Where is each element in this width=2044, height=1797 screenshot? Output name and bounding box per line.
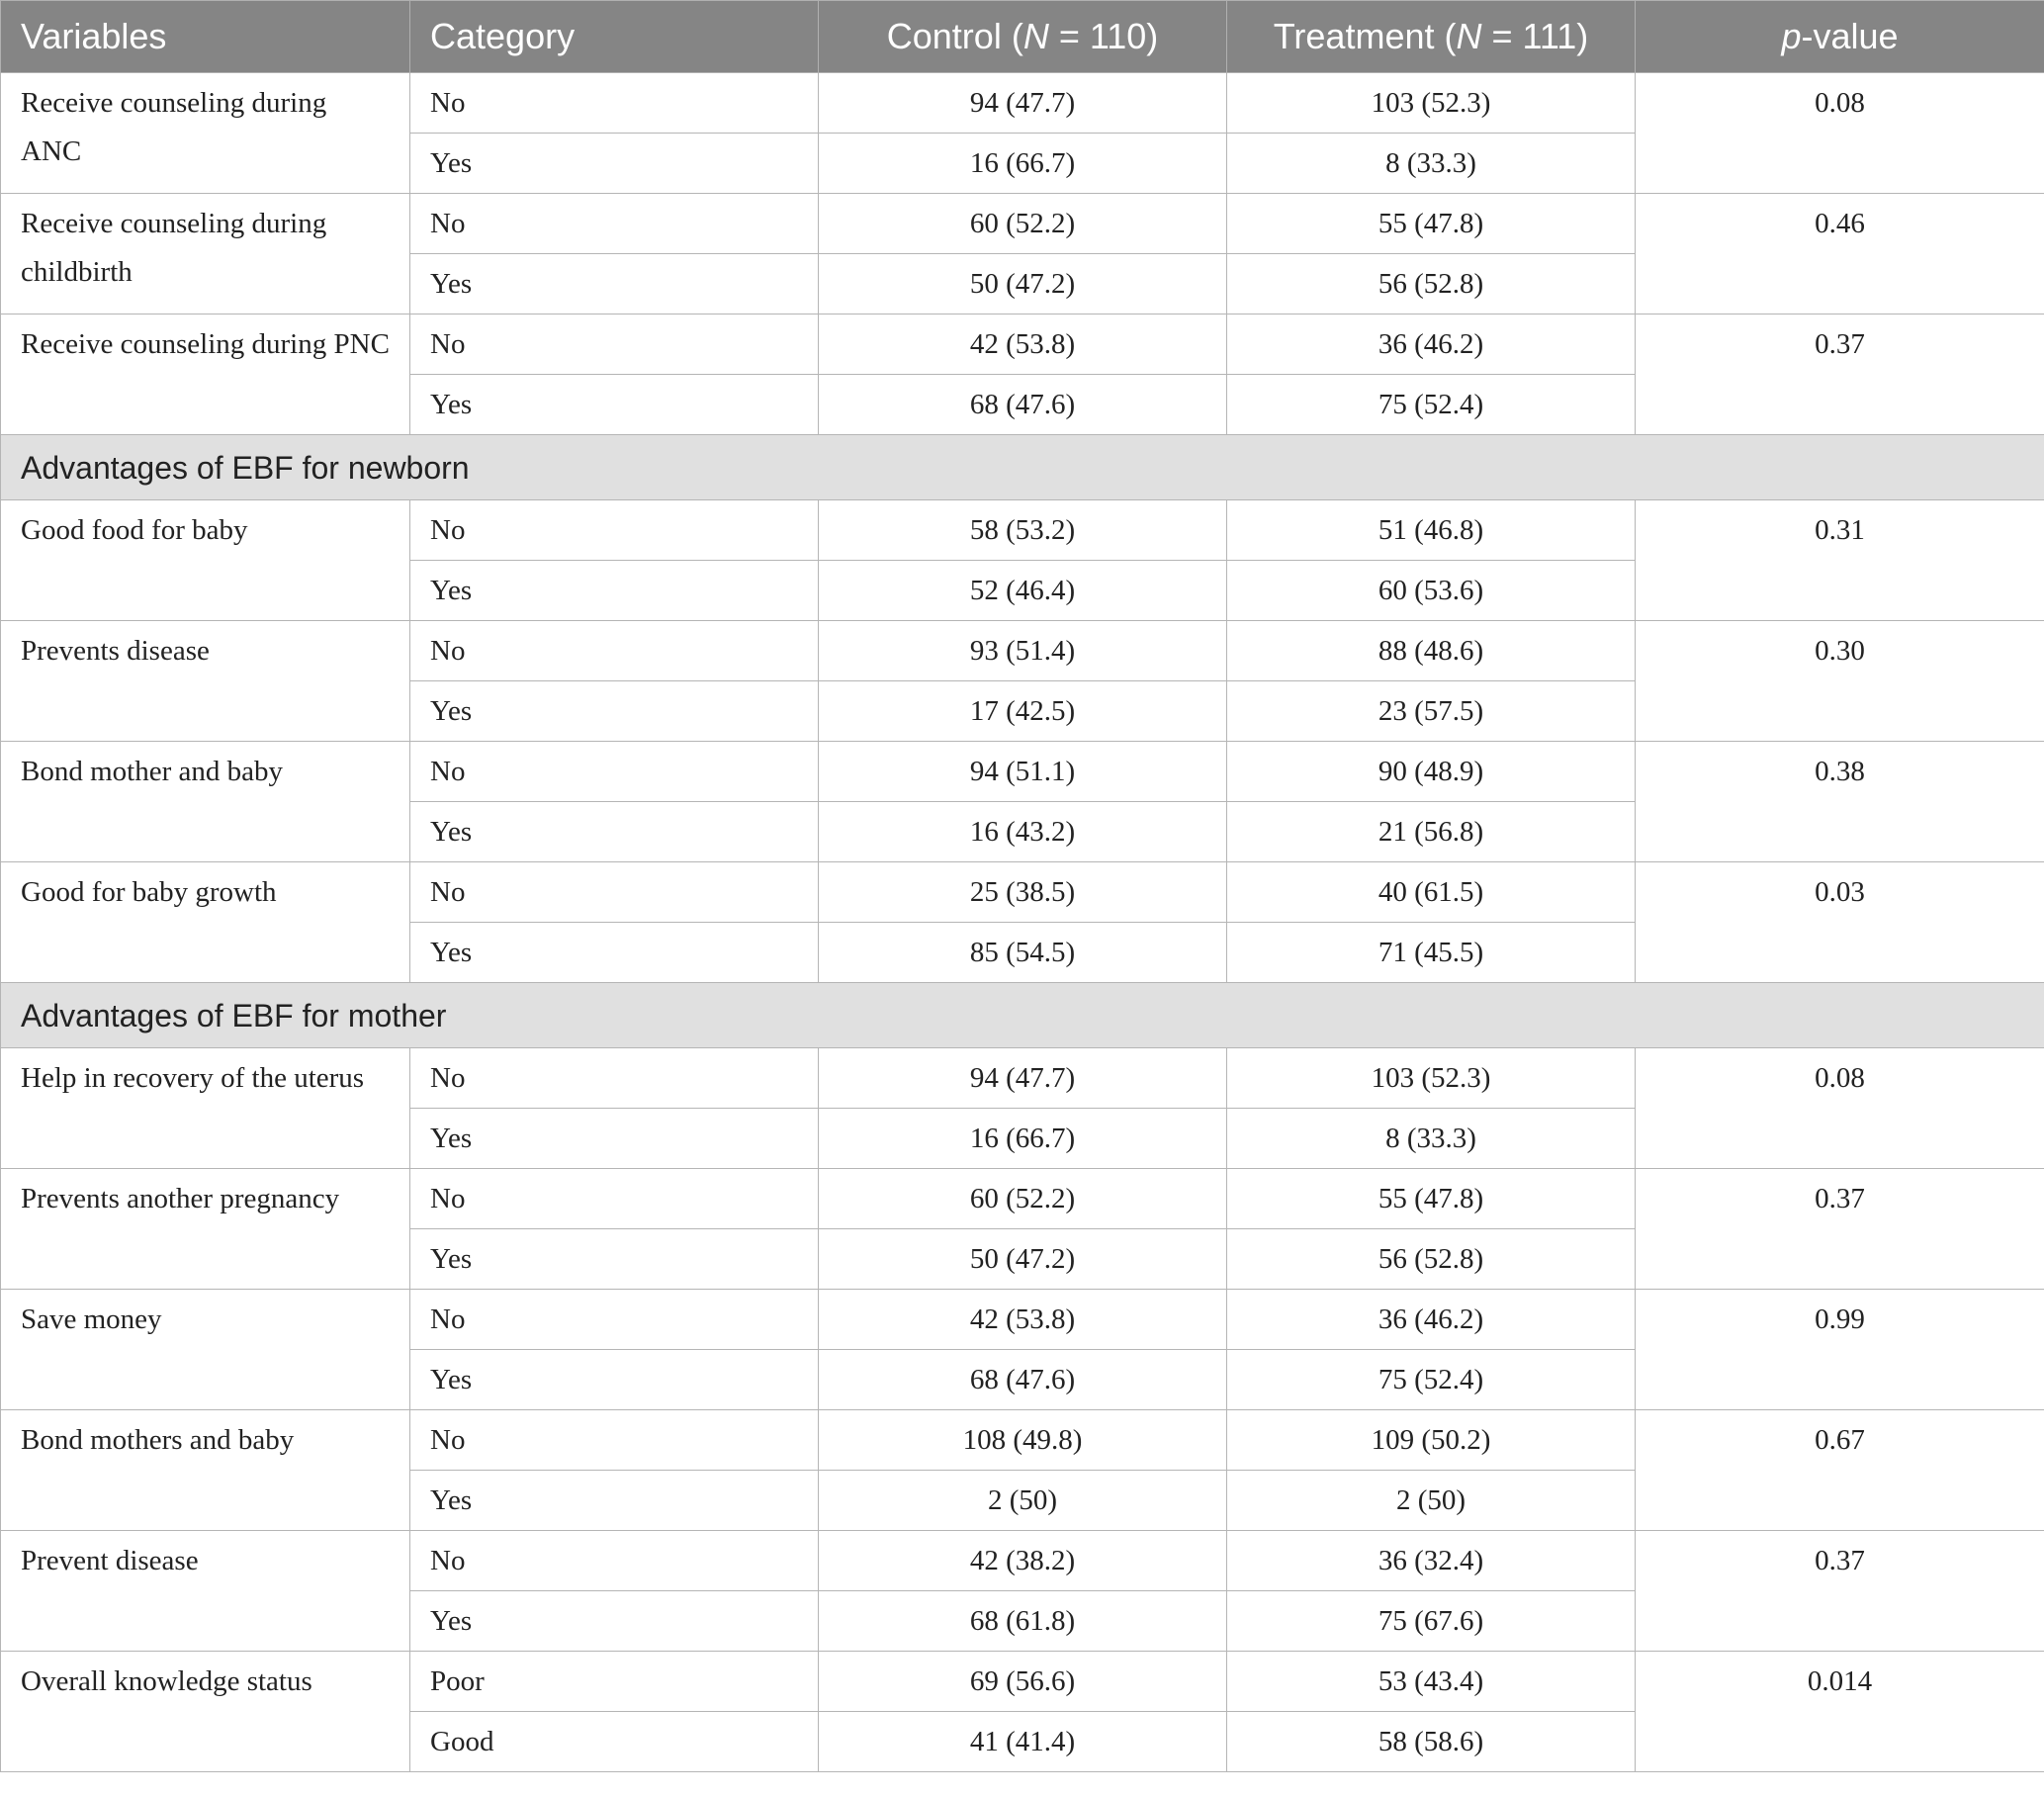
table-row (1, 1410, 2044, 1471)
control-cell: 42 (53.8) (819, 1290, 1227, 1350)
category-cell: No (410, 500, 819, 561)
treatment-cell: 53 (43.4) (1227, 1652, 1636, 1712)
p-value-cell: 0.03 (1636, 862, 2044, 983)
category-cell: Yes (410, 1109, 819, 1169)
header-row (1, 1, 2044, 73)
control-cell: 93 (51.4) (819, 621, 1227, 681)
table-row (1, 621, 2044, 681)
table-row (1, 1531, 2044, 1591)
control-cell: 85 (54.5) (819, 923, 1227, 983)
control-cell: 68 (47.6) (819, 1350, 1227, 1410)
control-cell: 94 (47.7) (819, 73, 1227, 134)
table-row (1, 500, 2044, 561)
treatment-cell: 55 (47.8) (1227, 1169, 1636, 1229)
table-row (1, 1169, 2044, 1229)
control-cell: 41 (41.4) (819, 1712, 1227, 1772)
variable-cell: Receive counseling during PNC (1, 314, 410, 435)
control-cell: 69 (56.6) (819, 1652, 1227, 1712)
category-cell: No (410, 862, 819, 923)
treatment-cell: 75 (52.4) (1227, 375, 1636, 435)
header-control-prefix: Control ( (886, 16, 1023, 56)
category-cell: No (410, 1410, 819, 1471)
header-category: Category (410, 1, 819, 73)
control-cell: 68 (61.8) (819, 1591, 1227, 1652)
category-cell: Yes (410, 1350, 819, 1410)
control-cell: 16 (66.7) (819, 1109, 1227, 1169)
control-cell: 50 (47.2) (819, 254, 1227, 314)
treatment-cell: 56 (52.8) (1227, 254, 1636, 314)
header-p-italic: p (1781, 16, 1802, 56)
control-cell: 2 (50) (819, 1471, 1227, 1531)
p-value-cell: 0.37 (1636, 1531, 2044, 1652)
p-value-cell: 0.46 (1636, 194, 2044, 314)
control-cell: 42 (38.2) (819, 1531, 1227, 1591)
category-cell: No (410, 1048, 819, 1109)
category-cell: No (410, 73, 819, 134)
section-row-newborn (1, 435, 2044, 500)
header-treatment-prefix: Treatment ( (1273, 16, 1457, 56)
header-p-suffix: -value (1801, 16, 1899, 56)
treatment-cell: 90 (48.9) (1227, 742, 1636, 802)
p-value-cell: 0.08 (1636, 73, 2044, 194)
treatment-cell: 36 (46.2) (1227, 314, 1636, 375)
treatment-cell: 88 (48.6) (1227, 621, 1636, 681)
variable-cell: Save money (1, 1290, 410, 1410)
control-cell: 16 (43.2) (819, 802, 1227, 862)
category-cell: Yes (410, 1471, 819, 1531)
category-cell: No (410, 1531, 819, 1591)
control-cell: 58 (53.2) (819, 500, 1227, 561)
treatment-cell: 36 (32.4) (1227, 1531, 1636, 1591)
control-cell: 52 (46.4) (819, 561, 1227, 621)
variable-cell: Help in recovery of the uterus (1, 1048, 410, 1169)
category-cell: Yes (410, 134, 819, 194)
variable-cell: Good food for baby (1, 500, 410, 621)
category-cell: Good (410, 1712, 819, 1772)
table-row (1, 73, 2044, 134)
treatment-cell: 23 (57.5) (1227, 681, 1636, 742)
table-row (1, 1290, 2044, 1350)
control-cell: 60 (52.2) (819, 1169, 1227, 1229)
p-value-cell: 0.37 (1636, 1169, 2044, 1290)
category-cell: No (410, 621, 819, 681)
control-cell: 17 (42.5) (819, 681, 1227, 742)
header-variables: Variables (1, 1, 410, 73)
variable-cell: Prevent disease (1, 1531, 410, 1652)
header-p-value (1636, 1, 2044, 73)
category-cell: No (410, 314, 819, 375)
variable-cell: Prevents another pregnancy (1, 1169, 410, 1290)
header-treatment (1227, 1, 1636, 73)
section-title-newborn: Advantages of EBF for newborn (1, 435, 2044, 500)
p-value-cell: 0.99 (1636, 1290, 2044, 1410)
table-row (1, 1652, 2044, 1712)
treatment-cell: 8 (33.3) (1227, 1109, 1636, 1169)
table-row (1, 194, 2044, 254)
category-cell: Yes (410, 1591, 819, 1652)
header-control-n: N (1022, 16, 1049, 56)
section-title-mother: Advantages of EBF for mother (1, 983, 2044, 1048)
category-cell: No (410, 1290, 819, 1350)
variable-cell: Bond mother and baby (1, 742, 410, 862)
p-value-cell: 0.08 (1636, 1048, 2044, 1169)
treatment-cell: 8 (33.3) (1227, 134, 1636, 194)
p-value-cell: 0.014 (1636, 1652, 2044, 1772)
control-cell: 94 (51.1) (819, 742, 1227, 802)
variable-cell: Good for baby growth (1, 862, 410, 983)
header-treatment-suffix: = 111) (1481, 16, 1589, 56)
category-cell: Yes (410, 802, 819, 862)
table-row (1, 862, 2044, 923)
p-value-cell: 0.31 (1636, 500, 2044, 621)
treatment-cell: 60 (53.6) (1227, 561, 1636, 621)
variable-cell: Receive counseling during ANC (1, 73, 410, 194)
treatment-cell: 103 (52.3) (1227, 73, 1636, 134)
treatment-cell: 56 (52.8) (1227, 1229, 1636, 1290)
section-row-mother (1, 983, 2044, 1048)
category-cell: Yes (410, 561, 819, 621)
treatment-cell: 55 (47.8) (1227, 194, 1636, 254)
treatment-cell: 40 (61.5) (1227, 862, 1636, 923)
category-cell: Yes (410, 375, 819, 435)
p-value-cell: 0.37 (1636, 314, 2044, 435)
control-cell: 25 (38.5) (819, 862, 1227, 923)
treatment-cell: 21 (56.8) (1227, 802, 1636, 862)
treatment-cell: 71 (45.5) (1227, 923, 1636, 983)
treatment-cell: 51 (46.8) (1227, 500, 1636, 561)
treatment-cell: 2 (50) (1227, 1471, 1636, 1531)
header-control-suffix: = 110) (1048, 16, 1159, 56)
header-treatment-n: N (1456, 16, 1482, 56)
control-cell: 16 (66.7) (819, 134, 1227, 194)
control-cell: 60 (52.2) (819, 194, 1227, 254)
category-cell: Yes (410, 1229, 819, 1290)
category-cell: Yes (410, 681, 819, 742)
treatment-cell: 103 (52.3) (1227, 1048, 1636, 1109)
control-cell: 68 (47.6) (819, 375, 1227, 435)
p-value-cell: 0.67 (1636, 1410, 2044, 1531)
control-cell: 42 (53.8) (819, 314, 1227, 375)
control-cell: 108 (49.8) (819, 1410, 1227, 1471)
header-control (819, 1, 1227, 73)
control-cell: 94 (47.7) (819, 1048, 1227, 1109)
variable-cell: Bond mothers and baby (1, 1410, 410, 1531)
treatment-cell: 58 (58.6) (1227, 1712, 1636, 1772)
variable-cell: Prevents disease (1, 621, 410, 742)
table-row (1, 1048, 2044, 1109)
treatment-cell: 36 (46.2) (1227, 1290, 1636, 1350)
treatment-cell: 109 (50.2) (1227, 1410, 1636, 1471)
p-value-cell: 0.38 (1636, 742, 2044, 862)
p-value-cell: 0.30 (1636, 621, 2044, 742)
category-cell: Yes (410, 254, 819, 314)
treatment-cell: 75 (52.4) (1227, 1350, 1636, 1410)
category-cell: No (410, 742, 819, 802)
table-row (1, 314, 2044, 375)
treatment-cell: 75 (67.6) (1227, 1591, 1636, 1652)
category-cell: Yes (410, 923, 819, 983)
category-cell: No (410, 194, 819, 254)
control-cell: 50 (47.2) (819, 1229, 1227, 1290)
variable-cell: Overall knowledge status (1, 1652, 410, 1772)
category-cell: No (410, 1169, 819, 1229)
table-row (1, 742, 2044, 802)
category-cell: Poor (410, 1652, 819, 1712)
variable-cell: Receive counseling during childbirth (1, 194, 410, 314)
